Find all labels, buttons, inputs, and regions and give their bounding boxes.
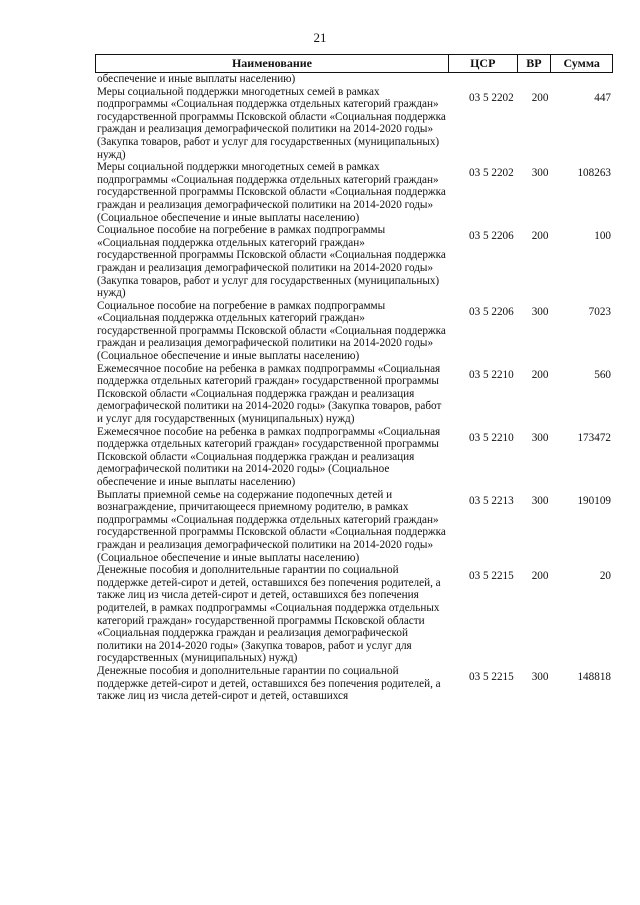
table-row xyxy=(95,86,613,162)
row-name: Денежные пособия и дополнительные гарантии по социальной поддержке детей-сирот и детей, оставшихся без попечения родителей, а также лиц из числа детей-сирот и детей, оставшихся без попечения родителей, в рамках подпрограммы «Социальная поддержка отдельных категорий граждан» государственной программы Псковской области «Социальная поддержка граждан и реализация демографической политики на 2014-2020 годы» (Закупка товаров, работ и услуг для государственных (муниципальных) нужд) xyxy=(97,564,441,665)
row-vr: 200 xyxy=(531,368,549,381)
row-sum: 190109 xyxy=(577,494,612,507)
row-csr: 03 5 2215 xyxy=(468,570,514,583)
row-name: Социальное пособие на погребение в рамках подпрограммы «Социальная поддержка отдельных категорий граждан» государственной программы Псковской области «Социальная поддержка граждан и реализация демографической политики на 2014-2020 годы» (Социальное обеспечение и иные выплаты населению) xyxy=(97,299,446,363)
header-vr: ВР xyxy=(518,55,552,72)
row-vr: 200 xyxy=(531,91,549,104)
header-sum: Сумма xyxy=(563,56,600,70)
row-name: Меры социальной поддержки многодетных семей в рамках подпрограммы «Социальная поддержка отдельных категорий граждан» государственной программы Псковской области «Социальная поддержка граждан и реализация демографической политики на 2014-2020 годы» (Закупка товаров, работ и услуг для государственных (муниципальных) нужд) xyxy=(97,85,446,161)
row-vr: 300 xyxy=(531,305,549,318)
row-csr: 03 5 2206 xyxy=(468,230,514,243)
row-sum: 100 xyxy=(594,230,612,243)
row-name: Ежемесячное пособие на ребенка в рамках подпрограммы «Социальная поддержка отдельных категорий граждан» государственной программы Псковской области «Социальная поддержка граждан и реализация демографической политики на 2014-2020 годы» (Социальное обеспечение и иные выплаты населению) xyxy=(97,425,441,488)
header-csr: ЦСР xyxy=(449,55,518,72)
row-sum: 560 xyxy=(594,368,612,381)
table-row xyxy=(95,224,613,300)
row-csr: 03 5 2206 xyxy=(468,305,514,318)
row-csr: 03 5 2202 xyxy=(468,91,514,104)
table-row xyxy=(95,564,613,665)
page-number: 21 xyxy=(313,30,327,45)
table-row xyxy=(95,665,613,703)
table-header xyxy=(95,54,613,73)
row-name: Выплаты приемной семье на содержание подопечных детей и вознаграждение, причитающееся приемному родителю, в рамках подпрограммы «Социальная поддержка отдельных категорий граждан» государственной программы Псковской области «Социальная поддержка граждан и реализация демографической политики на 2014-2020 годы» (Социальное обеспечение и иные выплаты населению) xyxy=(97,488,446,564)
row-vr: 300 xyxy=(531,431,549,444)
row-name: Социальное пособие на погребение в рамках подпрограммы «Социальная поддержка отдельных категорий граждан» государственной программы Псковской области «Социальная поддержка граждан и реализация демографической политики на 2014-2020 годы» (Закупка товаров, работ и услуг для государственных (муниципальных) нужд) xyxy=(97,224,446,300)
row-sum: 173472 xyxy=(577,431,612,444)
row-name: Меры социальной поддержки многодетных семей в рамках подпрограммы «Социальная поддержка отдельных категорий граждан» государственной программы Псковской области «Социальная поддержка граждан и реализация демографической политики на 2014-2020 годы» (Социальное обеспечение и иные выплаты населению) xyxy=(97,161,446,224)
table-row xyxy=(95,426,613,489)
row-name: Ежемесячное пособие на ребенка в рамках подпрограммы «Социальная поддержка отдельных категорий граждан» государственной программы Псковской области «Социальная поддержка граждан и реализация демографической политики на 2014-2020 годы» (Закупка товаров, работ и услуг для государственных (муниципальных) нужд) xyxy=(97,362,442,426)
row-csr: 03 5 2210 xyxy=(468,431,514,444)
row-vr: 300 xyxy=(531,167,549,180)
row-sum: 20 xyxy=(599,570,612,583)
continuation-text: обеспечение и иные выплаты населению) xyxy=(97,73,296,85)
row-name: Денежные пособия и дополнительные гарантии по социальной поддержке детей-сирот и детей, оставшихся без попечения родителей, а также лиц из числа детей-сирот и детей, оставшихся xyxy=(97,664,441,703)
row-csr: 03 5 2213 xyxy=(468,494,514,507)
header-name: Наименование xyxy=(96,55,449,72)
row-sum: 148818 xyxy=(577,670,612,683)
table-row xyxy=(95,300,613,363)
row-csr: 03 5 2215 xyxy=(468,670,514,683)
budget-table xyxy=(95,54,613,703)
row-vr: 300 xyxy=(531,670,549,683)
row-vr: 200 xyxy=(531,570,549,583)
table-row xyxy=(95,489,613,565)
row-vr: 300 xyxy=(531,494,549,507)
row-csr: 03 5 2202 xyxy=(468,167,514,180)
row-sum: 108263 xyxy=(577,167,612,180)
row-sum: 7023 xyxy=(588,305,612,318)
row-sum: 447 xyxy=(594,91,612,104)
row-vr: 200 xyxy=(531,230,549,243)
table-row xyxy=(95,363,613,426)
row-csr: 03 5 2210 xyxy=(468,368,514,381)
table-row xyxy=(95,161,613,224)
